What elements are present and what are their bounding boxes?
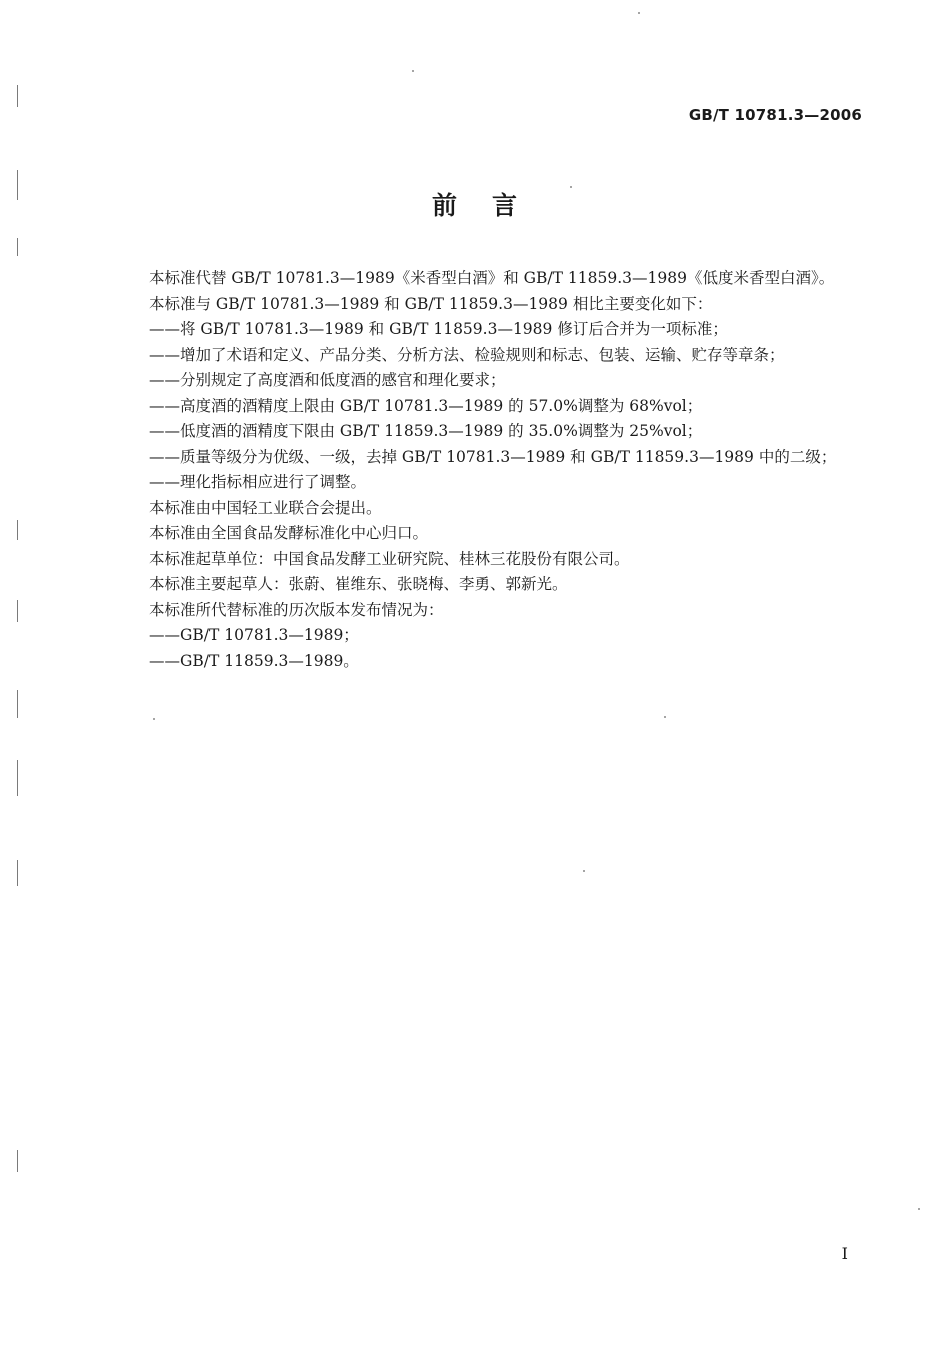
foreword-body — [149, 266, 889, 674]
scan-artifact — [17, 600, 18, 622]
title-char-2: 言 — [492, 191, 519, 220]
scan-speck — [412, 70, 414, 72]
page-number: I — [841, 1244, 848, 1263]
list-item: ——质量等级分为优级、一级，去掉 GB/T 10781.3—1989 和 GB/T 11859.3—1989 中的二级； — [149, 447, 837, 466]
scan-artifact — [17, 690, 18, 718]
scan-artifact — [17, 85, 18, 107]
list-item: ——分别规定了高度酒和低度酒的感官和理化要求； — [149, 371, 506, 389]
scan-artifact — [17, 238, 18, 256]
paragraph-line: 本标准代替 GB/T 10781.3—1989《米香型白酒》和 GB/T 11859.3—1989《低度米香型白酒》。 — [149, 269, 835, 287]
scan-speck — [918, 1208, 920, 1210]
scan-artifact — [17, 760, 18, 796]
paragraph-line: 本标准由中国轻工业联合会提出。 — [149, 498, 382, 517]
list-item: ——GB/T 10781.3—1989； — [149, 626, 359, 644]
paragraph-line: 本标准由全国食品发酵标准化中心归口。 — [149, 524, 429, 542]
scan-speck — [583, 870, 585, 872]
paragraph-line: 本标准与 GB/T 10781.3—1989 和 GB/T 11859.3—1989 相比主要变化如下： — [149, 294, 713, 313]
list-item: ——增加了术语和定义、产品分类、分析方法、检验规则和标志、包装、运输、贮存等章条； — [149, 345, 785, 364]
scan-speck — [153, 718, 155, 720]
paragraph-line: 本标准所代替标准的历次版本发布情况为： — [149, 600, 444, 619]
title-char-1: 前 — [431, 191, 458, 220]
list-item: ——低度酒的酒精度下限由 GB/T 11859.3—1989 的 35.0%调整为 25%vol； — [149, 422, 703, 440]
paragraph-line: 本标准主要起草人：张蔚、崔维东、张晓梅、李勇、郭新光。 — [149, 575, 568, 593]
scan-artifact — [17, 520, 18, 540]
scan-artifact — [17, 860, 18, 886]
list-item: ——理化指标相应进行了调整。 — [149, 473, 367, 491]
page-title — [0, 186, 950, 222]
scan-speck — [664, 716, 666, 718]
list-item: ——GB/T 11859.3—1989。 — [149, 651, 359, 670]
paragraph-line: 本标准起草单位：中国食品发酵工业研究院、桂林三花股份有限公司。 — [149, 549, 630, 568]
list-item: ——将 GB/T 10781.3—1989 和 GB/T 11859.3—1989 修订后合并为一项标准； — [149, 320, 728, 338]
standard-number: GB/T 10781.3—2006 — [688, 106, 862, 124]
scan-speck — [638, 12, 640, 14]
list-item: ——高度酒的酒精度上限由 GB/T 10781.3—1989 的 57.0%调整为 68%vol； — [149, 396, 703, 415]
scan-artifact — [17, 1150, 18, 1172]
